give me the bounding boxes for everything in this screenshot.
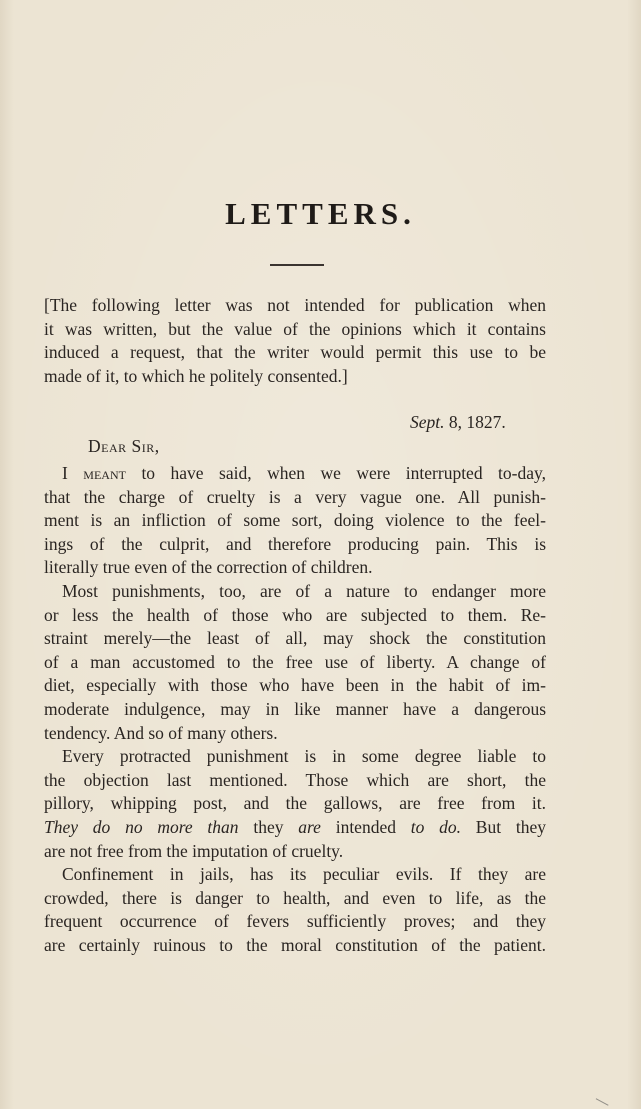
- opening-words: I meant: [62, 463, 126, 483]
- paragraph-1-line-1: [44, 462, 546, 486]
- paragraph-line: Confinement in jails, has its peculiar evils. If they are: [62, 864, 546, 885]
- letter-body: [44, 462, 546, 957]
- preface-line: [The following letter was not intended for publication when: [44, 295, 546, 315]
- paragraph-text: to have said, when we were interrupted to-day,: [125, 463, 546, 483]
- italic-phrase: to do.: [410, 816, 462, 837]
- paragraph-line: crowded, there is danger to health, and even to life, as the: [44, 887, 546, 908]
- paragraph-line: Most punishments, too, are of a nature to endanger more: [62, 580, 546, 601]
- text-fragment: But they: [461, 816, 546, 837]
- paragraph-line: tendency. And so of many others.: [44, 722, 278, 743]
- letter-salutation: Dear Sir,: [88, 436, 160, 456]
- paragraph-line: pillory, whipping post, and the gallows, are free from it.: [44, 793, 546, 814]
- scan-mark: [596, 1091, 613, 1106]
- dateline-month: Sept.: [410, 412, 445, 432]
- page-title: LETTERS.: [225, 196, 416, 231]
- letter-dateline: [410, 412, 506, 433]
- paragraph-line: frequent occurrence of fevers sufficiently proves; and they: [44, 911, 546, 932]
- paragraph-line: straint merely—the least of all, may shock the constitution: [44, 628, 546, 649]
- paragraph-line-italic-mix: [44, 816, 546, 840]
- preface-line: induced a request, that the writer would permit this use to be: [44, 342, 546, 363]
- italic-phrase: are: [298, 816, 321, 837]
- text-fragment: intended: [320, 816, 411, 837]
- preface-line: it was written, but the value of the opinions which it contains: [44, 318, 546, 339]
- title-rule: [270, 264, 324, 266]
- paragraph-line: the objection last mentioned. Those which are short, the: [44, 769, 546, 790]
- paragraph-line: are certainly ruinous to the moral constitution of the patient.: [44, 934, 546, 955]
- paragraph-line: are not free from the imputation of cruelty.: [44, 840, 344, 861]
- paragraph-line: literally true even of the correction of children.: [44, 557, 373, 578]
- paragraph-line: moderate indulgence, may in like manner have a dangerous: [44, 698, 546, 719]
- paragraph-line: ment is an infliction of some sort, doing violence to the feel-: [44, 510, 546, 531]
- italic-phrase: They do no more than: [44, 816, 239, 837]
- paragraph-line: that the charge of cruelty is a very vague one. All punish-: [44, 486, 546, 507]
- preface-paragraph: [44, 294, 546, 388]
- paragraph-line: or less the health of those who are subjected to them. Re-: [44, 604, 546, 625]
- text-fragment: they: [238, 816, 299, 837]
- paragraph-line: Every protracted punishment is in some degree liable to: [62, 746, 546, 767]
- paragraph-line: ings of the culprit, and therefore producing pain. This is: [44, 533, 546, 554]
- paragraph-line: diet, especially with those who have been in the habit of im-: [44, 675, 546, 696]
- preface-line: made of it, to which he politely consented.]: [44, 365, 348, 386]
- paragraph-line: of a man accustomed to the free use of liberty. A change of: [44, 651, 546, 672]
- dateline-date: 8, 1827.: [444, 412, 506, 432]
